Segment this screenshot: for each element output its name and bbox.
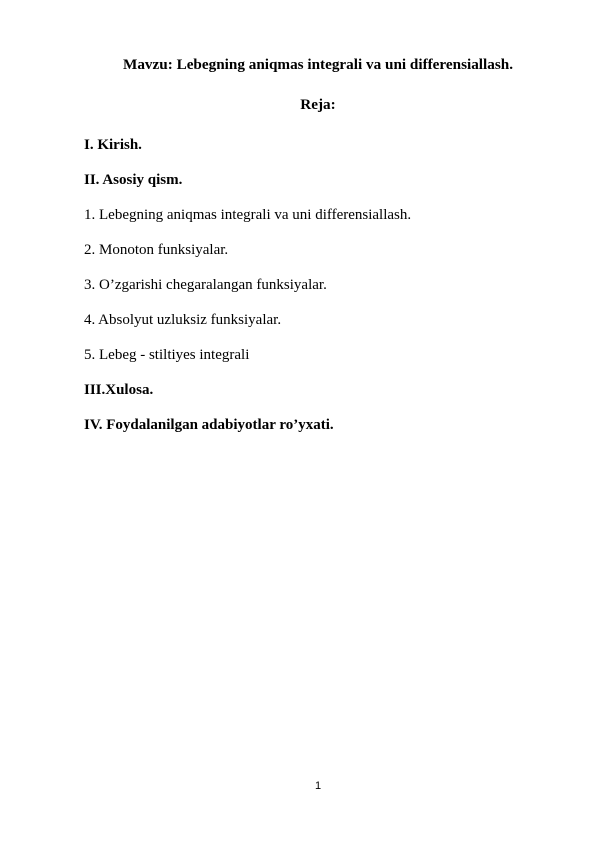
outline-item: I. Kirish. <box>84 137 142 153</box>
outline-item: 3. O’zgarishi chegaralangan funksiyalar. <box>84 277 327 293</box>
outline-item: 2. Monoton funksiyalar. <box>84 242 229 258</box>
plan-outline <box>84 136 411 451</box>
plan-heading: Reja: <box>300 96 336 113</box>
outline-item: III.Xulosa. <box>84 382 154 398</box>
page-number: 1 <box>314 780 322 792</box>
outline-item: 4. Absolyut uzluksiz funksiyalar. <box>84 312 282 328</box>
outline-item: 1. Lebegning aniqmas integrali va uni differensiallash. <box>84 207 412 223</box>
outline-item: IV. Foydalanilgan adabiyotlar ro’yxati. <box>84 417 334 433</box>
outline-item: 5. Lebeg - stiltiyes integrali <box>84 347 250 363</box>
outline-item: II. Asosiy qism. <box>84 172 183 188</box>
document-title: Mavzu: Lebegning aniqmas integrali va uni differensiallash. <box>123 56 513 73</box>
